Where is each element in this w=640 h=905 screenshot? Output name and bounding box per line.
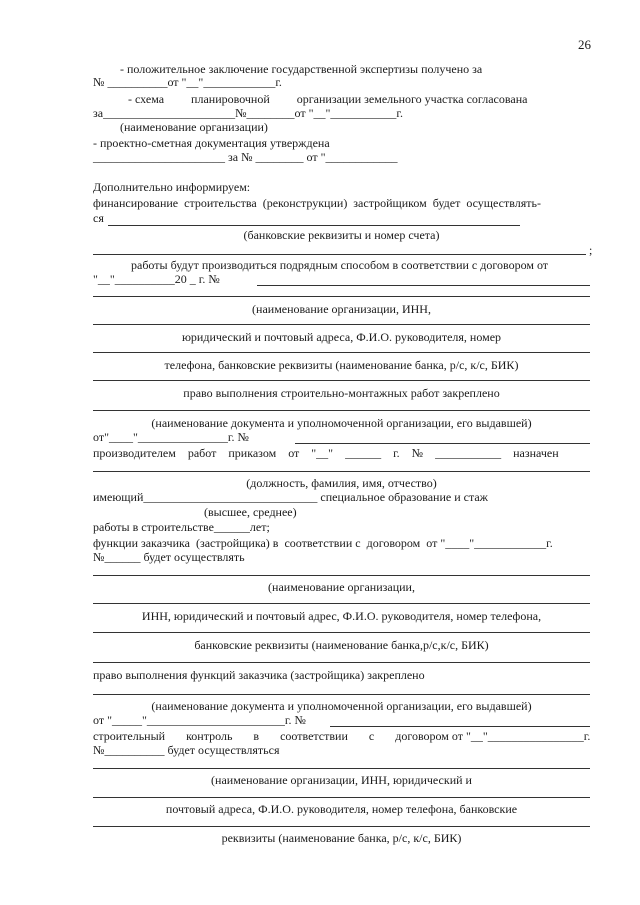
fill-line [93, 352, 590, 353]
text-line: строительный контроль в соответствии с договором от "__"________________г. [93, 729, 591, 743]
text-line: имеющий_____________________________ специальное образование и стаж [93, 490, 488, 504]
fill-line [93, 471, 590, 472]
text-line: - положительное заключение государственной экспертизы получено за [120, 62, 483, 76]
fill-line [93, 632, 590, 633]
text-line: ; [589, 243, 593, 257]
fill-line [93, 797, 590, 798]
caption: юридический и почтовый адреса, Ф.И.О. руководителя, номер [181, 330, 502, 344]
caption: почтовый адреса, Ф.И.О. руководителя, номер телефона, банковские [165, 802, 518, 816]
caption: (наименование организации, ИНН, [252, 302, 431, 316]
caption: телефона, банковские реквизиты (наименование банка, р/с, к/с, БИК) [164, 358, 519, 372]
caption: (наименование документа и уполномоченной организации, его выдавшей) [151, 416, 532, 430]
caption: (наименование документа и уполномоченной организации, его выдавшей) [151, 699, 532, 713]
fill-line [93, 324, 590, 325]
text-line: право выполнения функций заказчика (застройщика) закреплено [93, 668, 425, 682]
text-line: ______________________ за № ________ от "____________ [93, 150, 398, 164]
text-line: - схема планировочной организации земельного участка согласована [128, 92, 528, 106]
fill-line [295, 443, 590, 444]
text-line: производителем работ приказом от "__" ______ г. № ___________ назначен [93, 446, 559, 460]
fill-line [93, 254, 586, 255]
text-line: функции заказчика (застройщика) в соответствии с договором от "____"____________г. [93, 536, 553, 550]
caption: (наименование организации) [120, 120, 268, 134]
fill-line [108, 225, 520, 226]
caption: (должность, фамилия, имя, отчество) [246, 476, 437, 490]
fill-line [93, 662, 590, 663]
fill-line [93, 410, 590, 411]
caption: ИНН, юридический и почтовый адрес, Ф.И.О. руководителя, номер телефона, [141, 609, 542, 623]
caption: (наименование организации, [268, 580, 415, 594]
caption: реквизиты (наименование банка, р/с, к/с, БИК) [221, 831, 462, 845]
text-line: Дополнительно информируем: [93, 180, 251, 194]
fill-line [330, 726, 590, 727]
text-line: ся [93, 211, 104, 225]
text-line: №______ будет осуществлять [93, 550, 245, 564]
text-line: - проектно-сметная документация утверждена [93, 136, 330, 150]
fill-line [93, 694, 590, 695]
fill-line [93, 575, 590, 576]
fill-line [93, 380, 590, 381]
fill-line [93, 603, 590, 604]
fill-line [93, 826, 590, 827]
text-line: от "_____"_______________________г. № [93, 713, 306, 727]
text-line: № __________от "__"____________г. [93, 75, 282, 89]
caption: (банковские реквизиты и номер счета) [243, 228, 440, 242]
caption: (высшее, среднее) [204, 505, 297, 519]
caption: (наименование организации, ИНН, юридический и [211, 773, 472, 787]
text-line: "__"__________20 _ г. № [93, 272, 220, 286]
text-line: №__________ будет осуществляться [93, 743, 280, 757]
fill-line [93, 768, 590, 769]
text-line: от"____"_______________г. № [93, 430, 249, 444]
fill-line [257, 285, 590, 286]
text-line: финансирование строительства (реконструкции) застройщиком будет осуществлять- [93, 196, 541, 210]
text-line: работы будут производиться подрядным способом в соответствии с договором от [131, 258, 549, 272]
caption: банковские реквизиты (наименование банка,р/с,к/с, БИК) [194, 638, 489, 652]
page-number: 26 [578, 37, 591, 52]
caption: право выполнения строительно-монтажных работ закреплено [183, 386, 500, 400]
text-line: за______________________№________от "__"___________г. [93, 106, 403, 120]
fill-line [93, 296, 590, 297]
text-line: работы в строительстве______лет; [93, 520, 270, 534]
